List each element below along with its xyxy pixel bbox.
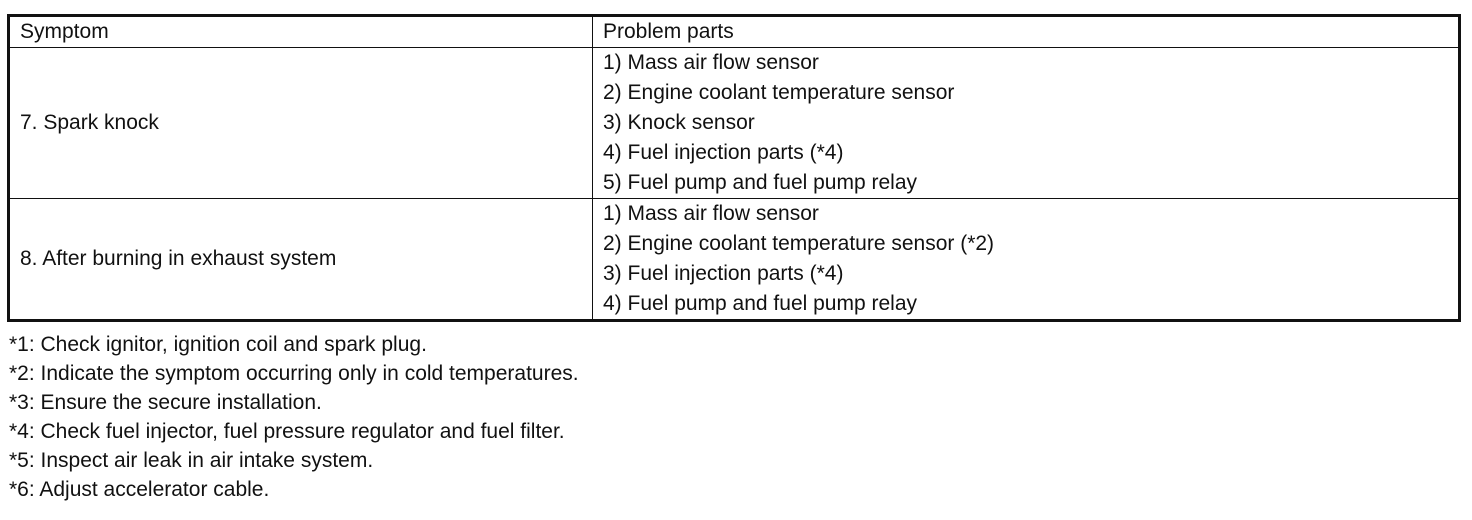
problem-part-item: 3) Knock sensor: [603, 111, 755, 134]
problem-parts-cell: [593, 48, 1460, 199]
problem-part-item: 2) Engine coolant temperature sensor: [603, 81, 955, 104]
footnotes: [7, 330, 1459, 504]
problem-part-item: 3) Fuel injection parts (*4): [603, 262, 844, 285]
symptom-column-header: Symptom: [9, 16, 593, 48]
footnote: *4: Check fuel injector, fuel pressure regulator and fuel filter.: [9, 420, 565, 443]
problem-part-item: 4) Fuel pump and fuel pump relay: [603, 292, 918, 315]
problem-part-item: 1) Mass air flow sensor: [603, 202, 819, 225]
footnote: *1: Check ignitor, ignition coil and spark plug.: [9, 333, 427, 356]
table-row: [9, 199, 1460, 321]
problem-parts-cell: [593, 199, 1460, 321]
footnote: *2: Indicate the symptom occurring only in cold temperatures.: [9, 362, 579, 385]
footnote: *3: Ensure the secure installation.: [9, 391, 322, 414]
problem-part-item: 1) Mass air flow sensor: [603, 51, 819, 74]
table-row: [9, 48, 1460, 199]
table-header-row: [9, 16, 1460, 48]
troubleshooting-sheet: [7, 14, 1459, 504]
footnote: *6: Adjust accelerator cable.: [9, 478, 270, 501]
problem-part-item: 5) Fuel pump and fuel pump relay: [603, 171, 918, 194]
symptom-table: [7, 14, 1461, 322]
symptom-cell: 8. After burning in exhaust system: [9, 199, 593, 321]
footnote: *5: Inspect air leak in air intake system.: [9, 449, 374, 472]
symptom-cell: 7. Spark knock: [9, 48, 593, 199]
problem-parts-column-header: Problem parts: [593, 16, 1460, 48]
problem-part-item: 4) Fuel injection parts (*4): [603, 141, 844, 164]
problem-part-item: 2) Engine coolant temperature sensor (*2): [603, 232, 995, 255]
